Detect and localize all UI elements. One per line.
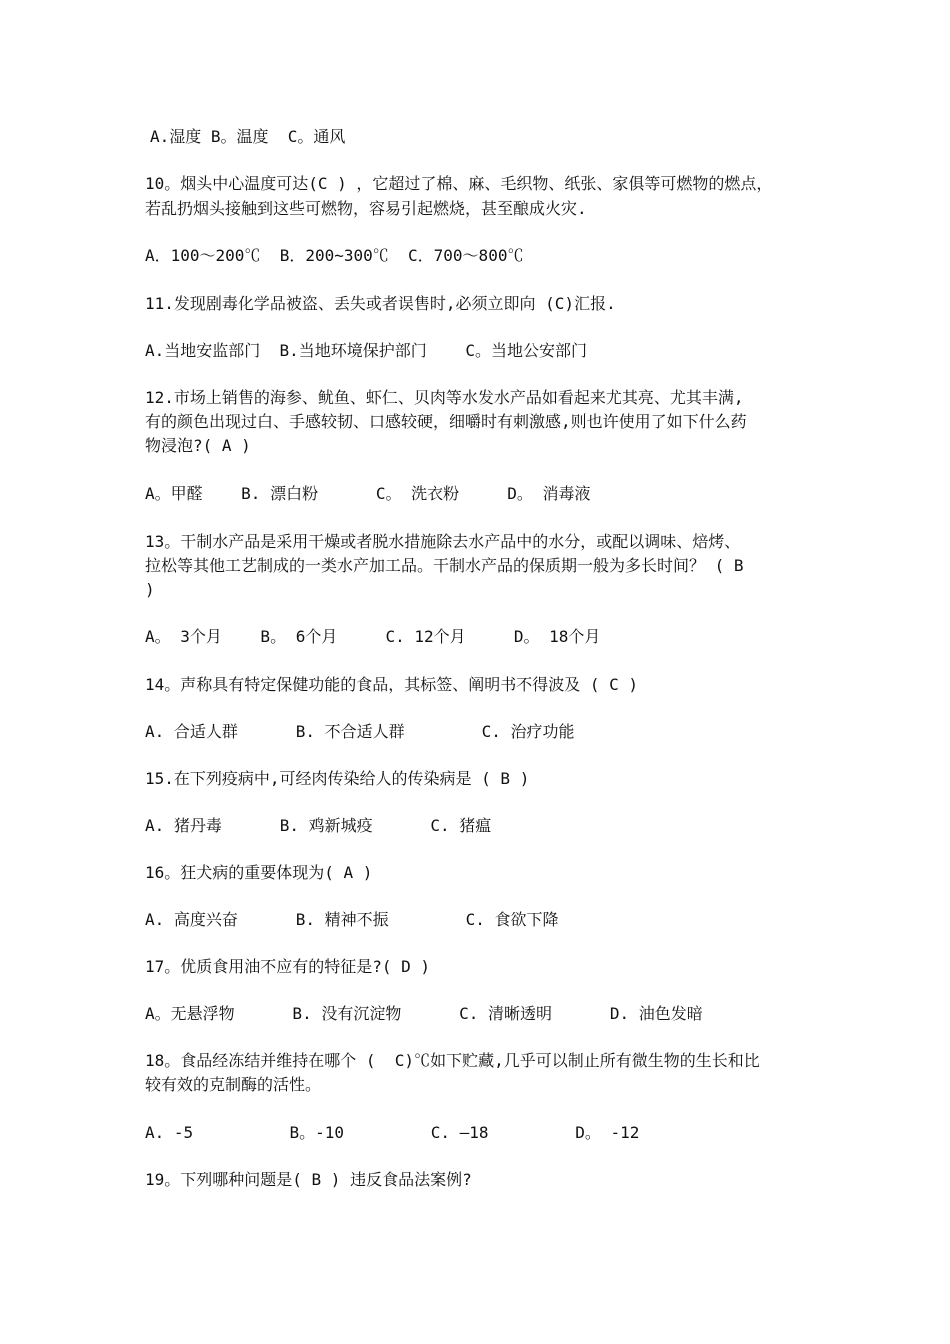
question-17: 17。优质食用油不应有的特征是?( D )	[145, 957, 431, 976]
question-18-line1: 18。食品经冻结并维持在哪个 ( C)℃如下贮藏,几乎可以制止所有微生物的生长和比	[145, 1051, 760, 1070]
answer-options-q15: A. 猪丹毒 B. 鸡新城疫 C. 猪瘟	[145, 816, 492, 835]
question-10-line2: 若乱扔烟头接触到这些可燃物，容易引起燃烧，甚至酿成火灾.	[145, 199, 587, 218]
answer-options-q13: A。 3个月 B。 6个月 C. 12个月 D。 18个月	[145, 627, 601, 646]
question-11: 11.发现剧毒化学品被盗、丢失或者误售时,必须立即向 (C)汇报.	[145, 294, 616, 313]
answer-options-q11: A.当地安监部门 B.当地环境保护部门 C。当地公安部门	[145, 341, 587, 360]
question-13-line1: 13。干制水产品是采用干燥或者脱水措施除去水产品中的水分，或配以调味、焙烤、	[145, 532, 741, 551]
question-19: 19。下列哪种问题是( B ) 违反食品法案例?	[145, 1170, 472, 1189]
answer-options-q18: A. -5 B。-10 C. —18 D。 -12	[145, 1123, 640, 1142]
question-15: 15.在下列疫病中,可经肉传染给人的传染病是 ( B )	[145, 769, 530, 788]
answer-options-q9: A.湿度 B。温度 C。通风	[150, 127, 346, 146]
answer-options-q14: A. 合适人群 B. 不合适人群 C. 治疗功能	[145, 722, 575, 741]
question-12-line2: 有的颜色出现过白、手感较韧、口感较硬，细嚼时有刺激感,则也许使用了如下什么药	[145, 412, 747, 431]
question-18-line2: 较有效的克制酶的活性。	[145, 1075, 322, 1094]
question-16: 16。狂犬病的重要体现为( A )	[145, 863, 373, 882]
answer-options-q12: A。甲醛 B. 漂白粉 C。 洗衣粉 D。 消毒液	[145, 484, 591, 503]
question-10-line1: 10。烟头中心温度可达(C ) ，它超过了棉、麻、毛织物、纸张、家俱等可燃物的燃点，	[145, 174, 773, 193]
question-13-line2: 拉松等其他工艺制成的一类水产加工品。干制水产品的保质期一般为多长时间？ ( B	[145, 556, 744, 575]
question-14: 14。声称具有特定保健功能的食品，其标签、阐明书不得波及 ( C )	[145, 675, 639, 694]
question-12-line1: 12.市场上销售的海参、鱿鱼、虾仁、贝肉等水发水产品如看起来尤其亮、尤其丰满,	[145, 388, 744, 407]
answer-options-q10: A．100～200℃ B．200~300℃ C．700～800℃	[145, 246, 524, 265]
question-13-line3: )	[145, 580, 155, 599]
answer-options-q17: A。无悬浮物 B. 没有沉淀物 C. 清晰透明 D. 油色发暗	[145, 1004, 703, 1023]
answer-options-q16: A. 高度兴奋 B. 精神不振 C. 食欲下降	[145, 910, 559, 929]
question-12-line3: 物浸泡?( A )	[145, 436, 251, 455]
